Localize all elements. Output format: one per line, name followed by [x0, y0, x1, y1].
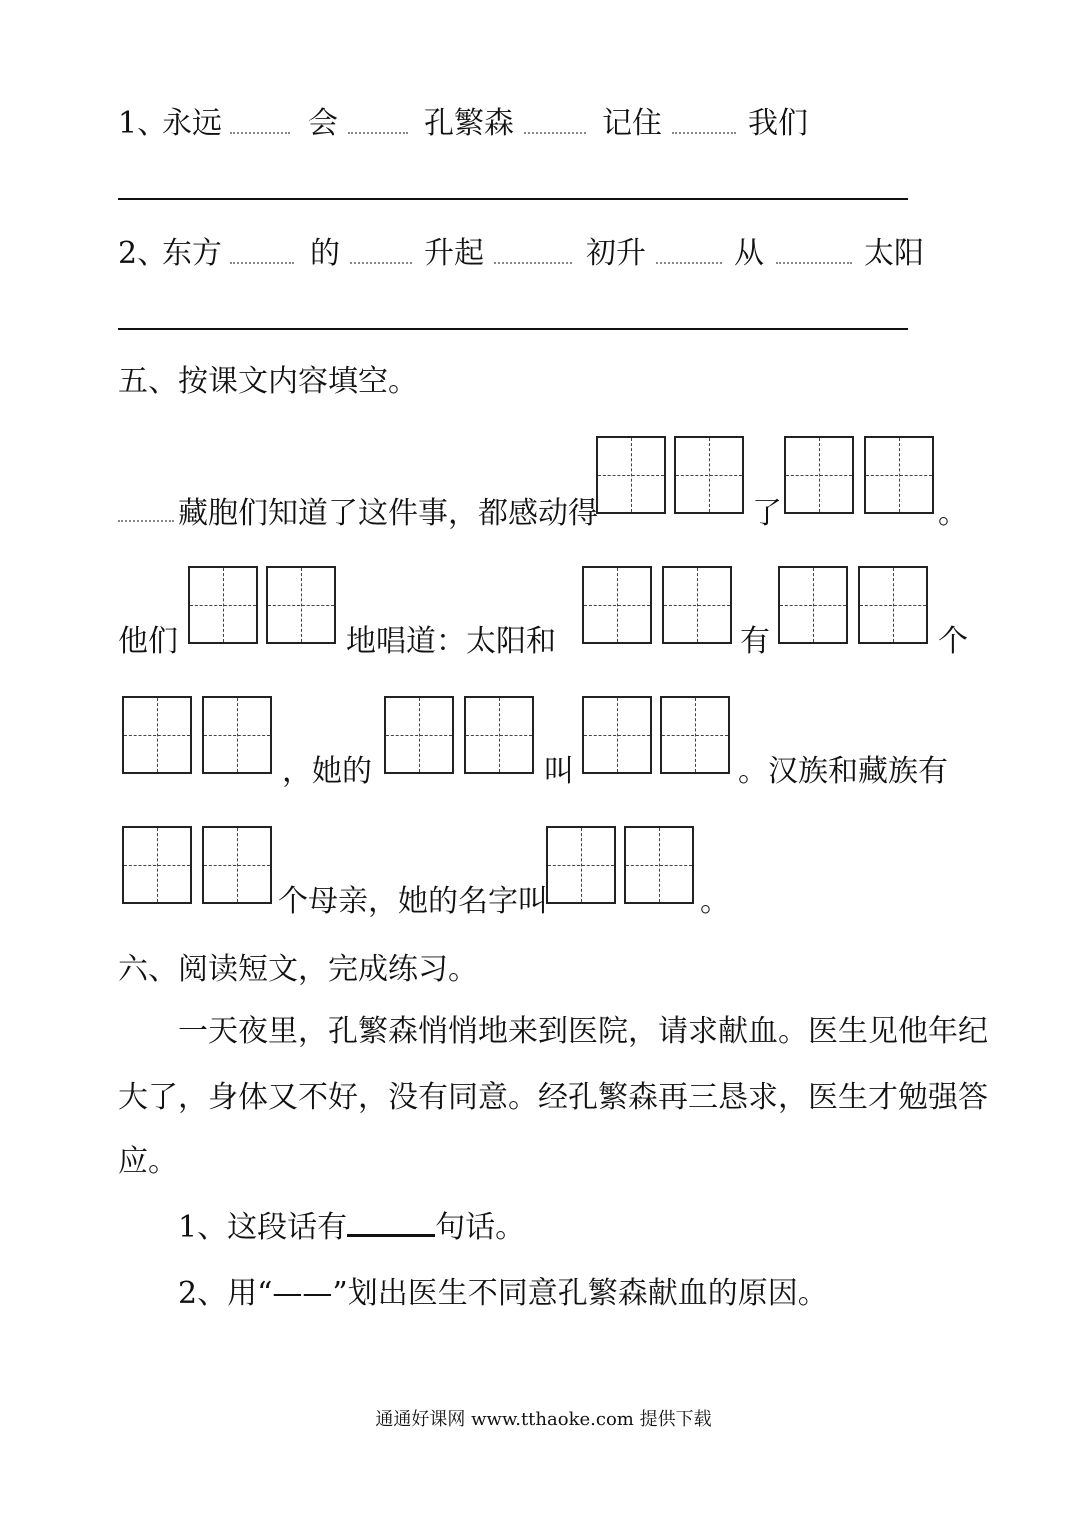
q5-text-11: 个母亲，她的名字叫 [278, 884, 548, 919]
char-box[interactable] [864, 436, 934, 514]
q4-s2-word-3: 升起 [424, 236, 484, 271]
char-box[interactable] [122, 696, 192, 774]
dots [118, 516, 174, 522]
exercise-1 [178, 1208, 525, 1248]
exercise-1-text-after: 句话。 [435, 1210, 526, 1245]
char-box[interactable] [464, 696, 534, 774]
answer-line[interactable] [118, 198, 908, 200]
char-box[interactable] [188, 566, 258, 644]
q5-text-7: 个 [938, 624, 968, 659]
q4-s1-word-4: 记住 [602, 106, 662, 141]
footer-credit: 通通好课网 www.tthaoke.com 提供下载 [375, 1409, 712, 1430]
exercise-1-text-before: 1、这段话有 [178, 1210, 348, 1245]
section-5-title: 五、按课文内容填空。 [118, 364, 418, 399]
q4-s2-word-2: 的 [310, 236, 340, 271]
dots [348, 128, 408, 134]
char-box[interactable] [662, 566, 732, 644]
char-box[interactable] [202, 696, 272, 774]
char-box[interactable] [596, 436, 666, 514]
q5-text-5: 地唱道：太阳和 [346, 624, 556, 659]
char-box[interactable] [784, 436, 854, 514]
q5-text-9: 叫 [544, 754, 574, 789]
exercise-2: 2、用“——”划出医生不同意孔繁森献血的原因。 [178, 1276, 828, 1311]
passage-line-3: 应。 [118, 1144, 178, 1179]
char-box[interactable] [674, 436, 744, 514]
char-box[interactable] [778, 566, 848, 644]
sentence-count-blank[interactable] [347, 1208, 435, 1237]
q5-text-1: 藏胞们知道了这件事，都感动得 [178, 496, 598, 531]
q4-s1-word-1: 永远 [162, 106, 222, 141]
q4-s1-number: 1、 [118, 106, 168, 141]
q5-text-2: 了 [752, 496, 782, 531]
q4-s1-word-2: 会 [308, 106, 338, 141]
q5-text-6: 有 [740, 624, 770, 659]
q4-s2-word-5: 从 [734, 236, 764, 271]
char-box[interactable] [858, 566, 928, 644]
q4-s2-word-6: 太阳 [864, 236, 924, 271]
q5-text-12: 。 [700, 884, 730, 919]
dots [230, 258, 294, 264]
char-box[interactable] [546, 826, 616, 904]
answer-line[interactable] [118, 328, 908, 330]
char-box[interactable] [660, 696, 730, 774]
section-6-title: 六、阅读短文，完成练习。 [118, 952, 478, 987]
char-box[interactable] [122, 826, 192, 904]
char-box[interactable] [266, 566, 336, 644]
passage-line-1: 一天夜里，孔繁森悄悄地来到医院，请求献血。医生见他年纪 [178, 1014, 988, 1049]
dots [672, 128, 736, 134]
passage-line-2: 大了，身体又不好，没有同意。经孔繁森再三恳求，医生才勉强答 [118, 1080, 988, 1115]
char-box[interactable] [384, 696, 454, 774]
q4-s2-number: 2、 [118, 236, 168, 271]
char-box[interactable] [582, 566, 652, 644]
char-box[interactable] [582, 696, 652, 774]
q5-text-3: 。 [938, 496, 968, 531]
dots [494, 258, 572, 264]
dots [656, 258, 722, 264]
dots [350, 258, 412, 264]
q4-s1-word-5: 我们 [748, 106, 808, 141]
dots [776, 258, 852, 264]
q5-text-10: 。汉族和藏族有 [738, 754, 948, 789]
q4-s2-word-1: 东方 [162, 236, 222, 271]
char-box[interactable] [202, 826, 272, 904]
q5-text-8: ，她的 [282, 754, 372, 789]
dots [524, 128, 586, 134]
q4-s1-word-3: 孔繁森 [424, 106, 514, 141]
q5-text-4: 他们 [118, 624, 178, 659]
char-box[interactable] [624, 826, 694, 904]
q4-s2-word-4: 初升 [586, 236, 646, 271]
dots [230, 128, 290, 134]
